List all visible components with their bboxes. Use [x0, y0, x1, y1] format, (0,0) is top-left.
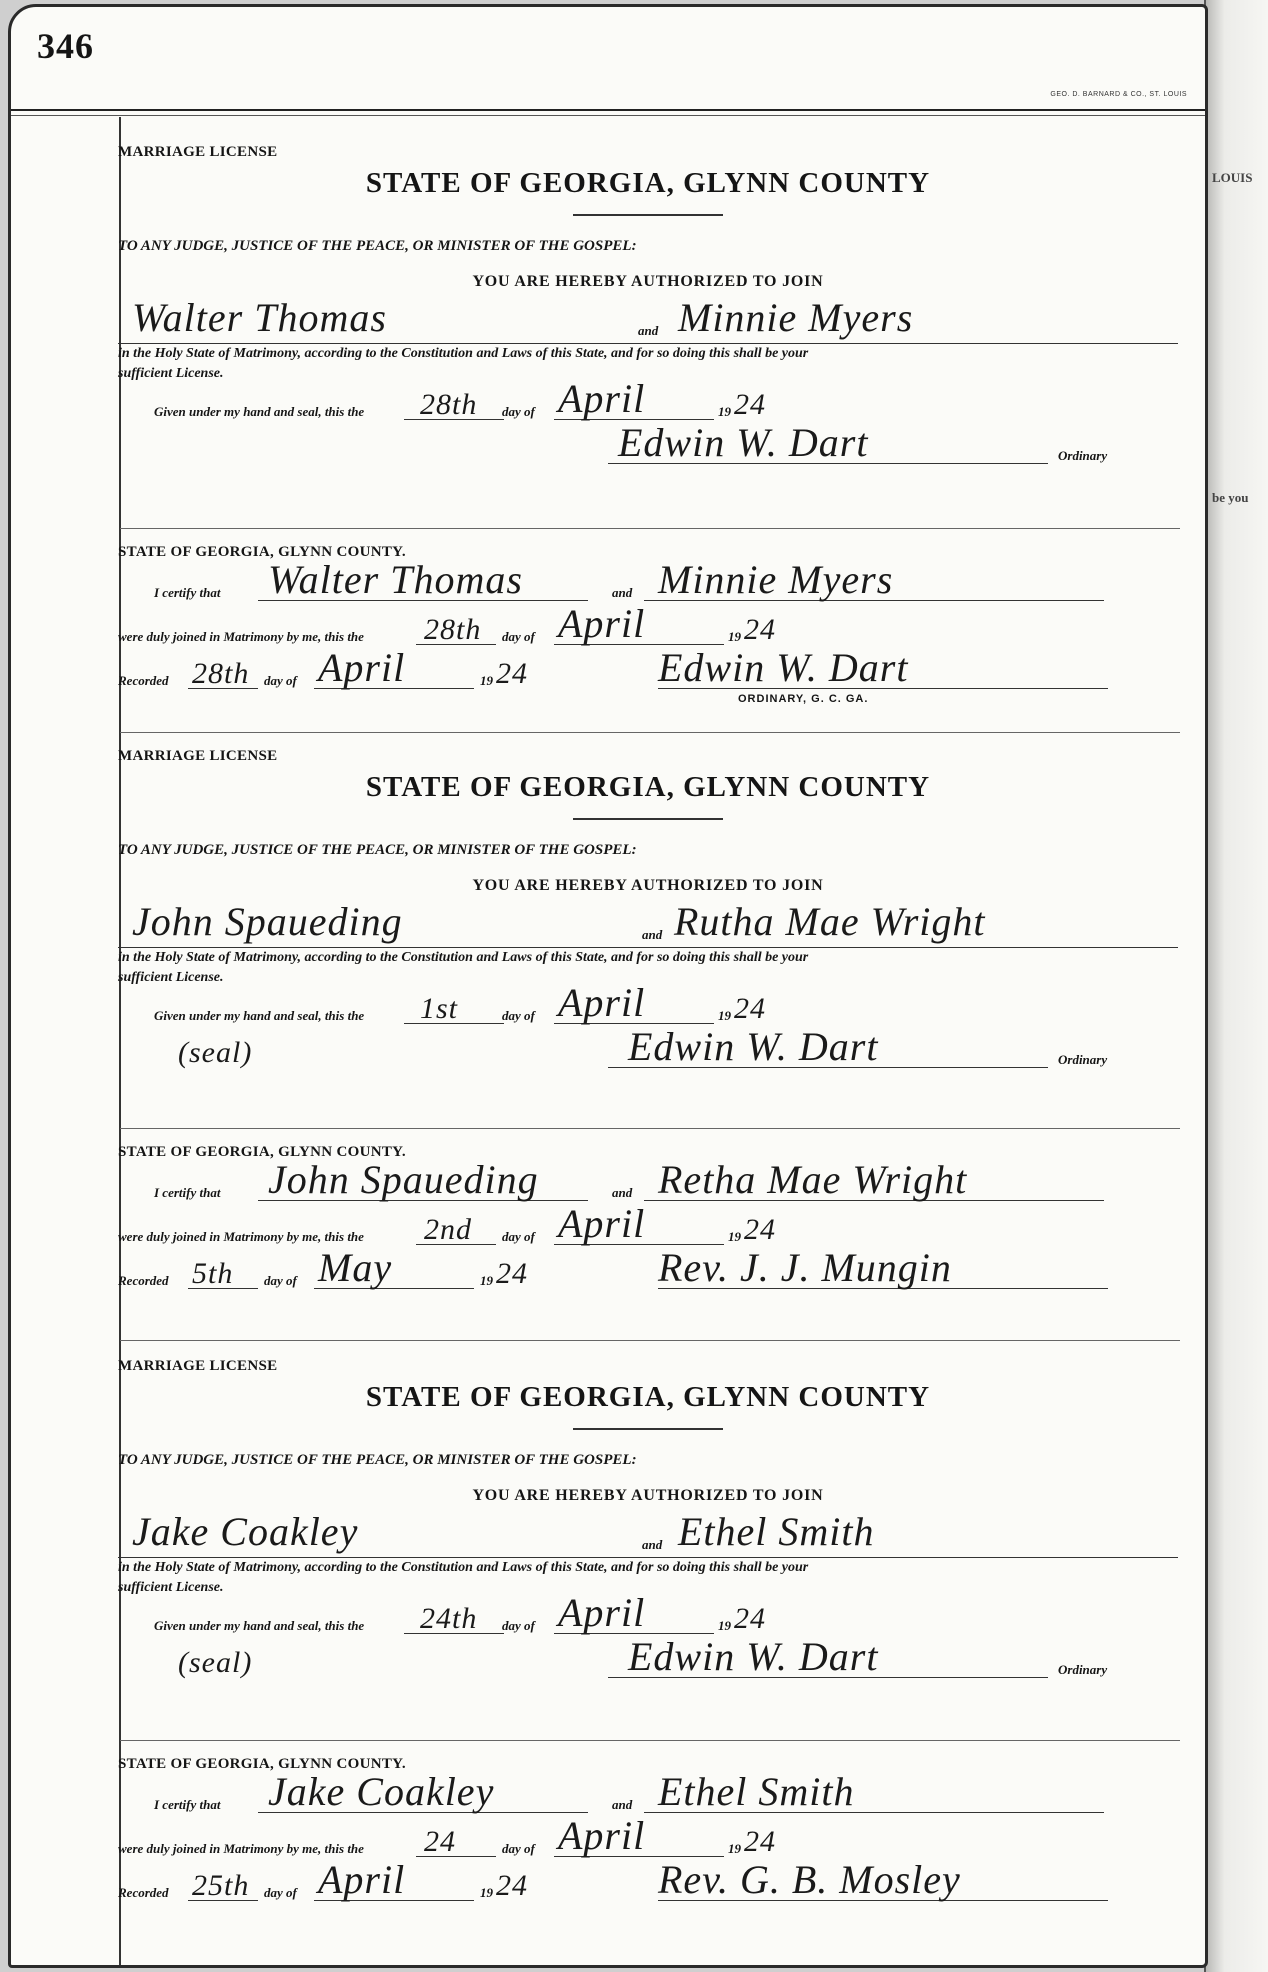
- and-label: and: [638, 323, 659, 338]
- joined-day: 28th: [424, 613, 482, 646]
- page-number: 346: [37, 26, 94, 66]
- joined-day: 2nd: [424, 1213, 472, 1246]
- spine-fragment: LOUIS: [1212, 170, 1253, 185]
- joined-month: April: [558, 1813, 646, 1858]
- authorized-line: YOU ARE HEREBY AUTHORIZED TO JOIN: [472, 273, 824, 290]
- address-line: TO ANY JUDGE, JUSTICE OF THE PEACE, OR MINISTER OF THE GOSPEL:: [118, 1452, 637, 1468]
- given-line: Given under my hand and seal, this the 1st day of April 19 24: [154, 980, 766, 1025]
- license-label: MARRIAGE LICENSE: [118, 144, 278, 160]
- given-line: Given under my hand and seal, this the 28th day of April 19 24: [154, 376, 766, 421]
- names-line: [118, 297, 1178, 344]
- license-label: MARRIAGE LICENSE: [118, 748, 278, 764]
- groom-name: John Spaueding: [132, 899, 403, 944]
- certify-line: I certify that Walter Thomas and Minnie Myers: [118, 561, 1178, 605]
- address-line: TO ANY JUDGE, JUSTICE OF THE PEACE, OR MINISTER OF THE GOSPEL:: [118, 238, 637, 254]
- authorized-line: YOU ARE HEREBY AUTHORIZED TO JOIN: [472, 877, 824, 894]
- section-divider: [120, 1740, 1180, 1741]
- marriage-certificate-record-2: [118, 1144, 1178, 1293]
- recorded-day: 25th: [192, 1869, 250, 1902]
- recorded-year: 24: [496, 657, 528, 690]
- officiant-signature: Edwin W. Dart: [658, 645, 909, 690]
- certificate-title: STATE OF GEORGIA, GLYNN COUNTY.: [118, 1144, 406, 1160]
- cert-bride: Ethel Smith: [658, 1769, 855, 1814]
- bride-name: Rutha Mae Wright: [674, 899, 986, 944]
- cert-groom: Walter Thomas: [268, 557, 523, 602]
- certify-line: I certify that John Spaueding and Retha Mae Wright: [118, 1161, 1178, 1205]
- authorized-line: YOU ARE HEREBY AUTHORIZED TO JOIN: [472, 1487, 824, 1504]
- officiant-signature: Rev. J. J. Mungin: [658, 1245, 952, 1290]
- recorded-year: 24: [496, 1257, 528, 1290]
- recorded-line: Recorded 28th day of April 19 24 Edwin W. Dart: [118, 649, 1178, 693]
- officiant-signature: Rev. G. B. Mosley: [658, 1857, 961, 1902]
- groom-name: Walter Thomas: [132, 295, 387, 340]
- marriage-certificate-record-1: [118, 544, 1178, 713]
- license-day: 1st: [420, 992, 459, 1025]
- joined-year: 24: [744, 613, 776, 646]
- section-divider: [120, 528, 1180, 529]
- license-day: 24th: [420, 1602, 478, 1635]
- license-month: April: [558, 1590, 646, 1635]
- joined-month: April: [558, 1201, 646, 1246]
- license-day: 28th: [420, 388, 478, 421]
- matrimony-text: in the Holy State of Matrimony, according to the Constitution and Laws of this State, and for so doing this shall be your sufficient License.: [118, 1560, 809, 1595]
- marriage-certificate-record-3: [118, 1756, 1178, 1905]
- recorded-day: 5th: [192, 1257, 234, 1290]
- ordinary-signature: Edwin W. Dart: [628, 1634, 879, 1679]
- groom-name: Jake Coakley: [132, 1509, 359, 1554]
- matrimony-text: in the Holy State of Matrimony, according to the Constitution and Laws of this State, and for so doing this shall be your sufficient License.: [118, 346, 809, 381]
- section-divider: [120, 1128, 1180, 1129]
- bride-name: Ethel Smith: [678, 1509, 875, 1554]
- seal-mark: (seal): [178, 1646, 253, 1679]
- section-divider: [120, 732, 1180, 733]
- license-year: 24: [734, 992, 766, 1025]
- header-rule: [11, 109, 1205, 111]
- ordinary-stamp: ORDINARY, G. C. GA.: [738, 693, 869, 705]
- marriage-license-record-2: [118, 748, 1178, 1072]
- cert-bride: Minnie Myers: [658, 557, 894, 602]
- matrimony-text: in the Holy State of Matrimony, according to the Constitution and Laws of this State, and for so doing this shall be your sufficient License.: [118, 950, 809, 985]
- ordinary-signature: Edwin W. Dart: [628, 1024, 879, 1069]
- recorded-month: April: [318, 1857, 406, 1902]
- ordinary-signature: Edwin W. Dart: [618, 420, 869, 465]
- license-label: MARRIAGE LICENSE: [118, 1358, 278, 1374]
- joined-line: were duly joined in Matrimony by me, this the 24 day of April 19 24: [118, 1813, 776, 1858]
- header-rule-thin: [11, 115, 1205, 116]
- recorded-line: Recorded 25th day of April 19 24 Rev. G. B. Mosley: [118, 1861, 1178, 1905]
- given-line: Given under my hand and seal, this the 24th day of April 19 24: [154, 1590, 766, 1635]
- spine-fragment: be you: [1212, 490, 1249, 505]
- certificate-title: STATE OF GEORGIA, GLYNN COUNTY.: [118, 544, 406, 560]
- license-year: 24: [734, 1602, 766, 1635]
- license-month: April: [558, 980, 646, 1025]
- license-heading: STATE OF GEORGIA, GLYNN COUNTY: [365, 1381, 931, 1413]
- ordinary-signature-line: Edwin W. Dart Ordinary: [118, 424, 1178, 468]
- recorded-month: May: [318, 1245, 393, 1290]
- license-heading: STATE OF GEORGIA, GLYNN COUNTY: [365, 771, 931, 803]
- names-line: [118, 1511, 1178, 1558]
- cert-groom: Jake Coakley: [268, 1769, 495, 1814]
- section-divider: [120, 1340, 1180, 1341]
- joined-line: were duly joined in Matrimony by me, this the 28th day of April 19 24: [118, 601, 776, 646]
- recorded-year: 24: [496, 1869, 528, 1902]
- ordinary-signature-line: (seal) Edwin W. Dart Ordinary: [178, 1634, 1108, 1679]
- marriage-license-record-3: [118, 1358, 1178, 1682]
- recorded-day: 28th: [192, 657, 250, 690]
- certify-line: I certify that Jake Coakley and Ethel Smith: [118, 1773, 1178, 1817]
- seal-mark: (seal): [178, 1036, 253, 1069]
- and-label: and: [642, 1537, 663, 1552]
- license-year: 24: [734, 388, 766, 421]
- license-heading: STATE OF GEORGIA, GLYNN COUNTY: [365, 167, 931, 199]
- joined-month: April: [558, 601, 646, 646]
- joined-year: 24: [744, 1825, 776, 1858]
- heading-rule: [573, 818, 723, 820]
- ordinary-signature-line: (seal) Edwin W. Dart Ordinary: [178, 1024, 1108, 1069]
- adjacent-page-edge: [1204, 0, 1268, 1972]
- and-label: and: [642, 927, 663, 942]
- printer-imprint: GEO. D. BARNARD & CO., ST. LOUIS: [1050, 91, 1187, 98]
- certificate-title: STATE OF GEORGIA, GLYNN COUNTY.: [118, 1756, 406, 1772]
- names-line: [118, 901, 1178, 948]
- recorded-month: April: [318, 645, 406, 690]
- recorded-line: Recorded 5th day of May 19 24 Rev. J. J. Mungin: [118, 1249, 1178, 1293]
- heading-rule: [573, 214, 723, 216]
- joined-year: 24: [744, 1213, 776, 1246]
- ordinary-stamp-row: [118, 693, 1178, 713]
- license-month: April: [558, 376, 646, 421]
- marriage-license-record-1: [118, 144, 1178, 468]
- cert-bride: Retha Mae Wright: [658, 1157, 968, 1202]
- heading-rule: [573, 1428, 723, 1430]
- address-line: TO ANY JUDGE, JUSTICE OF THE PEACE, OR MINISTER OF THE GOSPEL:: [118, 842, 637, 858]
- cert-groom: John Spaueding: [268, 1157, 539, 1202]
- joined-line: were duly joined in Matrimony by me, this the 2nd day of April 19 24: [118, 1201, 776, 1246]
- bride-name: Minnie Myers: [678, 295, 914, 340]
- joined-day: 24: [424, 1825, 456, 1858]
